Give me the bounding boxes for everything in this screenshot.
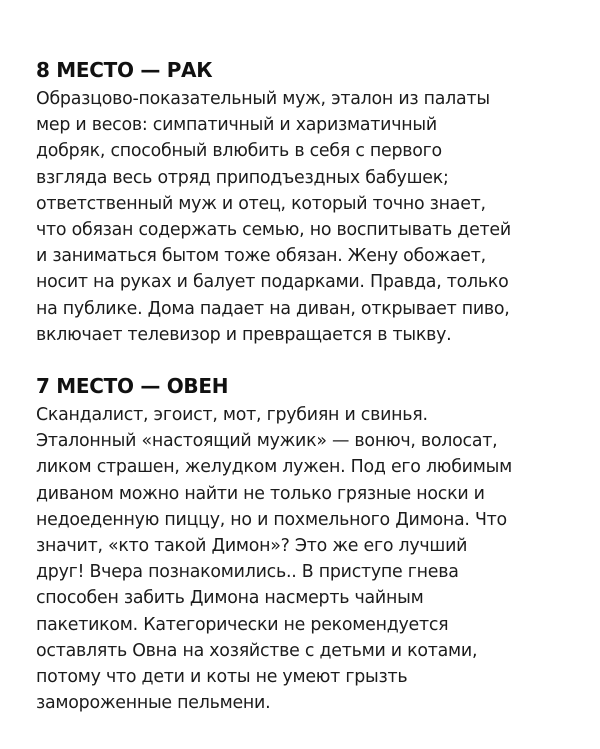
text-line: и заниматься бытом тоже обязан. Жену обожает,	[36, 246, 486, 267]
text-line: Образцово-показательный муж, эталон из палаты	[36, 89, 490, 109]
text-line: диваном можно найти не только грязные носки и	[36, 483, 485, 504]
section-cancer	[36, 58, 584, 348]
text-line: значит, «кто такой Димон»? Это же его лучший	[36, 536, 468, 557]
section-heading: 8 МЕСТО — РАК	[36, 58, 213, 82]
text-line: взгляда весь отряд приподъездных бабушек;	[36, 167, 449, 188]
text-line: Эталонный «настоящий мужик» — вонюч, волосат,	[36, 431, 498, 452]
text-line: оставлять Овна на хозяйстве с детьми и котами,	[36, 640, 478, 661]
section-body	[36, 86, 584, 348]
text-line: потому что дети и коты не умеют грызть	[36, 667, 408, 688]
text-line: ликом страшен, желудком лужен. Под его любимым	[36, 457, 512, 478]
text-line: пакетиком. Категорически не рекомендуется	[36, 614, 449, 635]
text-line: друг! Вчера познакомились.. В приступе гнева	[36, 562, 459, 583]
article	[36, 58, 584, 742]
text-line: на публике. Дома падает на диван, открывает пиво,	[36, 298, 510, 319]
text-line: мер и весов: симпатичный и харизматичный	[36, 115, 437, 136]
text-line: носит на руках и балует подарками. Правда, только	[36, 272, 509, 293]
section-heading: 7 МЕСТО — ОВЕН	[36, 374, 229, 399]
text-line: недоеденную пиццу, но и похмельного Димона. Что	[36, 509, 507, 530]
text-line: замороженные пельмени.	[36, 693, 271, 714]
text-line: что обязан содержать семью, но воспитывать детей	[36, 220, 511, 241]
section-aries	[36, 374, 584, 716]
text-line: Скандалист, эгоист, мот, грубиян и свинья.	[36, 405, 428, 426]
text-line: способен забить Димона насмерть чайным	[36, 588, 424, 609]
text-line: включает телевизор и превращается в тыкву.	[36, 324, 452, 345]
section-body	[36, 402, 584, 716]
text-line: добряк, способный влюбить в себя с первого	[36, 141, 442, 162]
text-line: ответственный муж и отец, который точно знает,	[36, 193, 486, 214]
